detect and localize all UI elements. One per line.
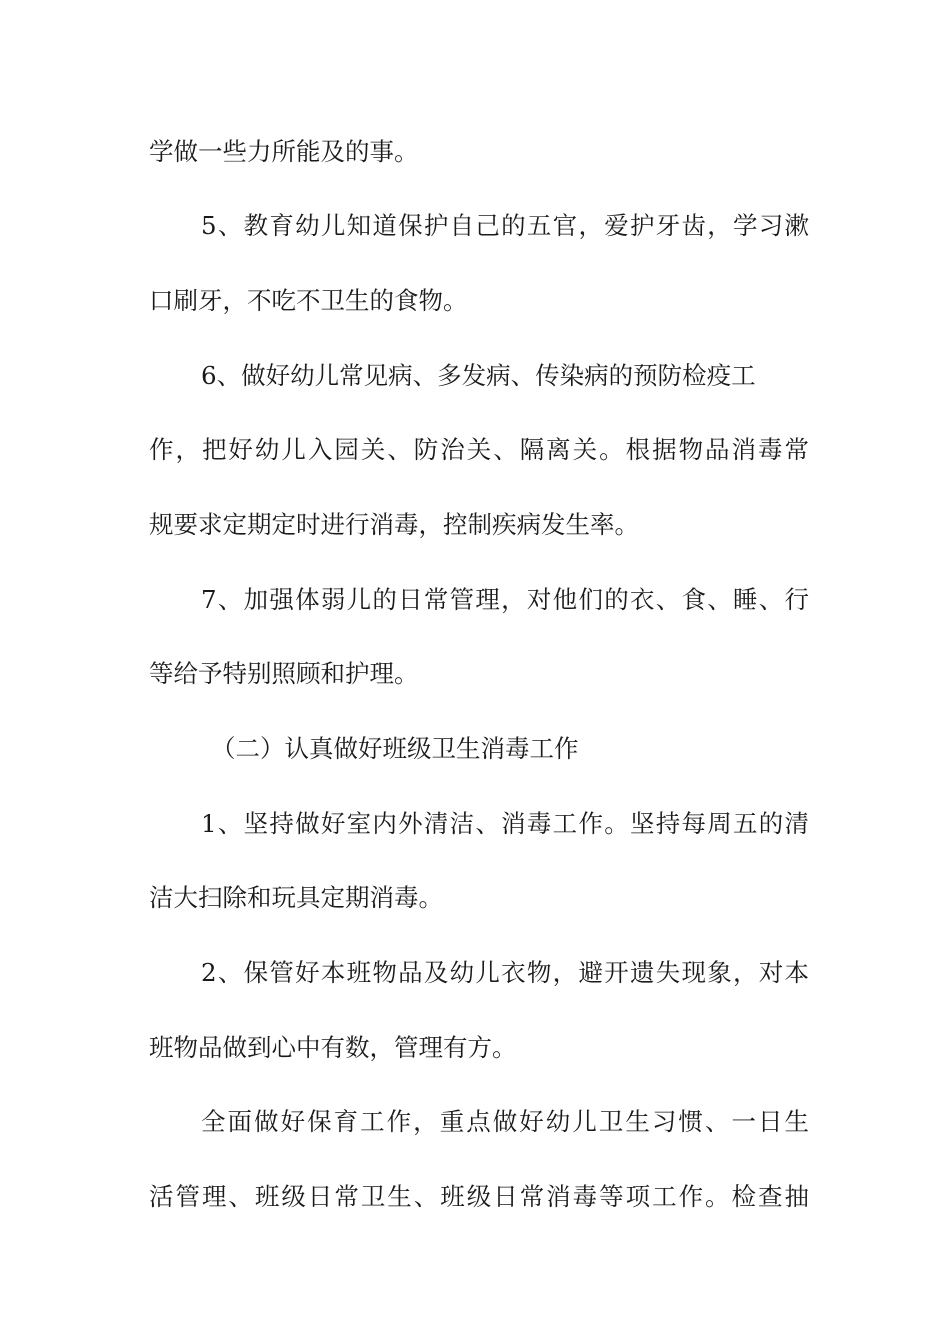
section-heading: （二）认真做好班级卫生消毒工作 xyxy=(211,734,579,763)
paragraph-line: 学做一些力所能及的事。 xyxy=(149,137,419,166)
paragraph-line: 1、坚持做好室内外清洁、消毒工作。坚持每周五的清 xyxy=(201,809,809,838)
paragraph-line: 7、加强体弱儿的日常管理，对他们的衣、食、睡、行 xyxy=(201,585,809,614)
paragraph-line: 班物品做到心中有数，管理有方。 xyxy=(149,1033,517,1062)
paragraph-line: 全面做好保育工作，重点做好幼儿卫生习惯、一日生 xyxy=(201,1107,809,1136)
paragraph-line: 规要求定期定时进行消毒，控制疾病发生率。 xyxy=(149,510,639,539)
paragraph-line: 活管理、班级日常卫生、班级日常消毒等项工作。检查抽 xyxy=(149,1182,809,1211)
paragraph-line: 口刷牙，不吃不卫生的食物。 xyxy=(149,286,468,315)
paragraph-line: 洁大扫除和玩具定期消毒。 xyxy=(149,883,443,912)
paragraph-line: 作，把好幼儿入园关、防治关、隔离关。根据物品消毒常 xyxy=(149,435,809,464)
paragraph-line: 5、教育幼儿知道保护自己的五官，爱护牙齿，学习漱 xyxy=(201,211,809,240)
paragraph-line: 等给予特别照顾和护理。 xyxy=(149,659,419,688)
paragraph-line: 6、做好幼儿常见病、多发病、传染病的预防检疫工 xyxy=(201,361,756,390)
paragraph-line: 2、保管好本班物品及幼儿衣物，避开遗失现象，对本 xyxy=(201,958,809,987)
